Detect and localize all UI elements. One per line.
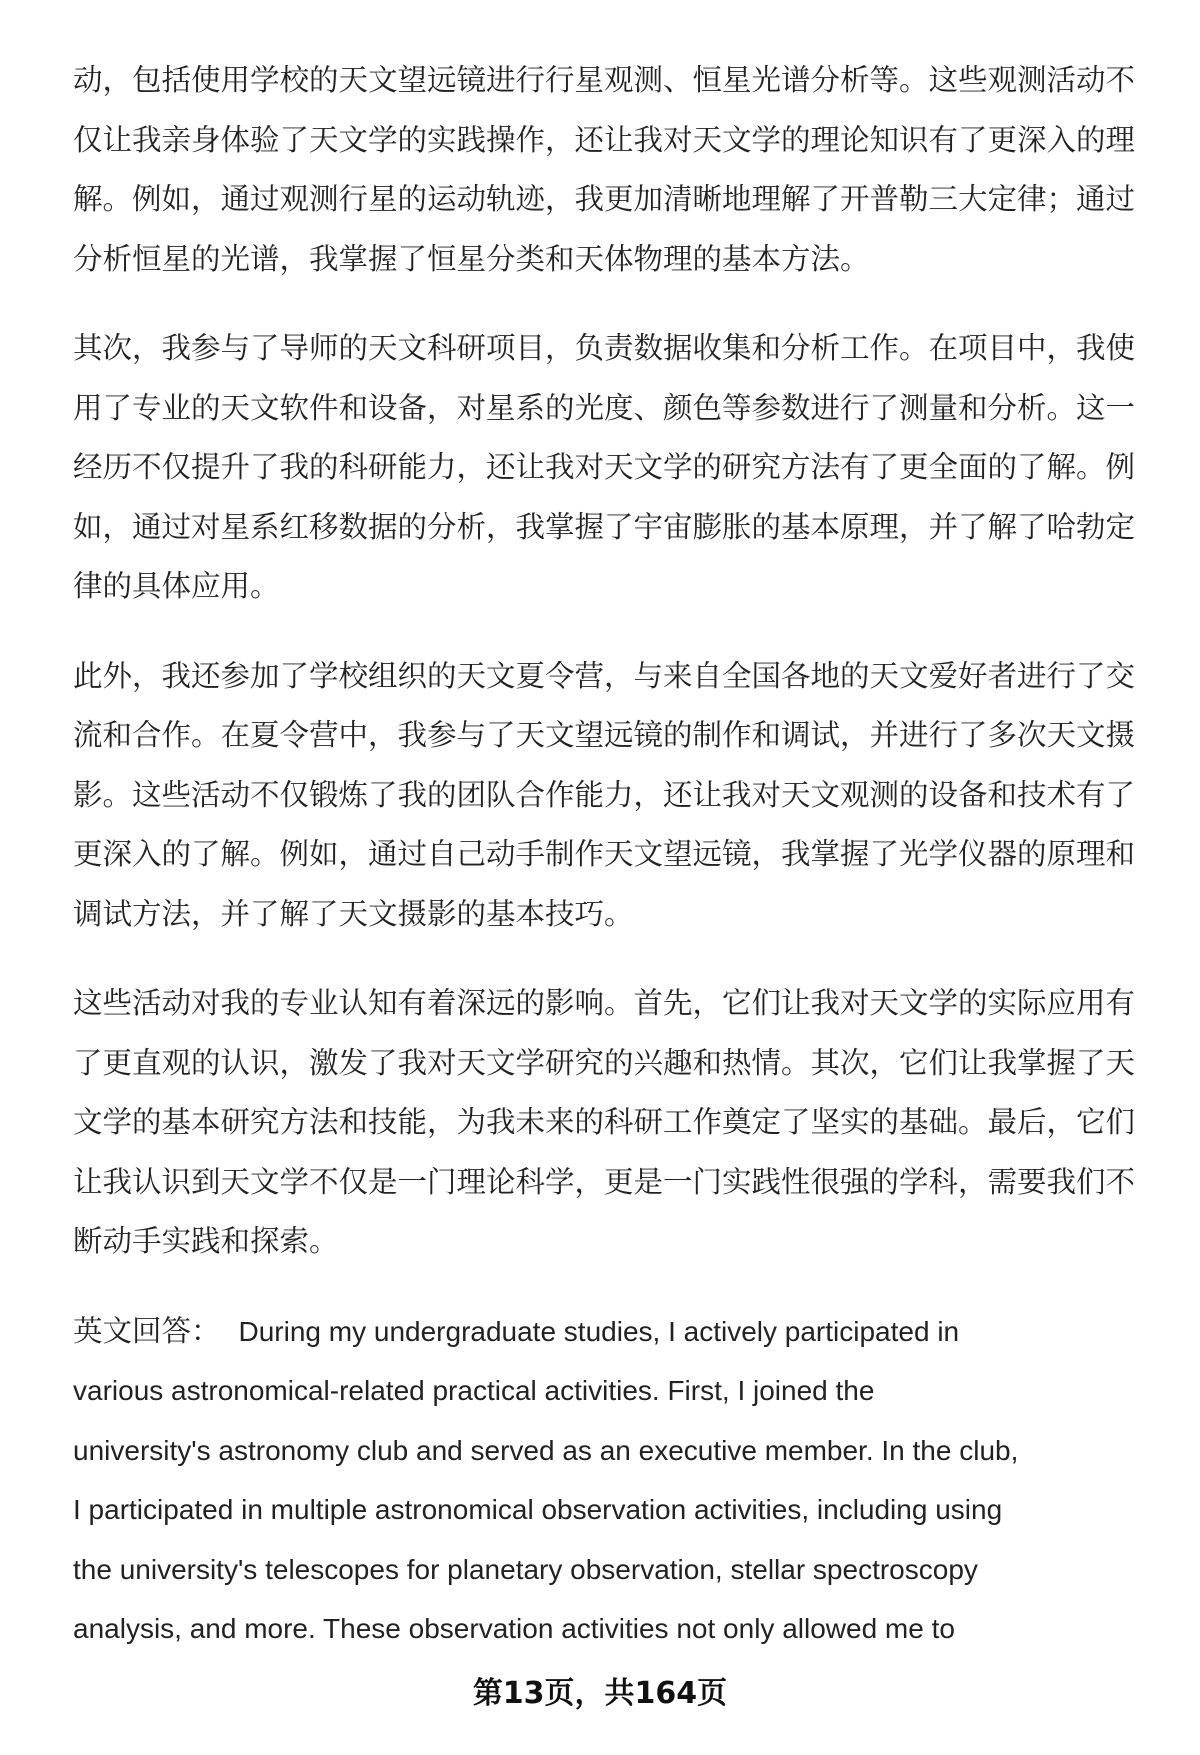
text-line: 如，通过对星系红移数据的分析，我掌握了宇宙膨胀的基本原理，并了解了哈勃定 [73,509,1136,544]
paragraph [73,647,1173,945]
paragraph [73,974,1173,1272]
text-line: 更深入的了解。例如，通过自己动手制作天文望远镜，我掌握了光学仪器的原理和 [73,837,1136,871]
paragraph [73,319,1173,617]
text-line-content: During my undergraduate studies, I actively participated in [238,1315,960,1347]
text-line: various astronomical-related practical activities. First, I joined the [73,1375,875,1406]
text-line: 分析恒星的光谱，我掌握了恒星分类和天体物理的基本方法。 [73,241,870,276]
text-line: analysis, and more. These observation activities not only allowed me to [73,1613,955,1644]
text-line: 仅让我亲身体验了天文学的实践操作，还让我对天文学的理论知识有了更深入的理 [73,122,1136,157]
text-line: 调试方法，并了解了天文摄影的基本技巧。 [73,896,634,931]
text-line: 其次，我参与了导师的天文科研项目，负责数据收集和分析工作。在项目中，我使 [73,331,1136,365]
text-line: 解。例如，通过观测行星的运动轨迹，我更加清晰地理解了开普勒三大定律；通过 [73,182,1136,216]
text-line: 此外，我还参加了学校组织的天文夏令营，与来自全国各地的天文爱好者进行了交 [73,658,1136,693]
paragraph [73,51,1173,289]
paragraph-english-answer [73,1302,1173,1659]
text-line: 断动手实践和探索。 [73,1224,339,1258]
text-line: 流和合作。在夏令营中，我参与了天文望远镜的制作和调试，并进行了多次天文摄 [73,718,1136,752]
text-line: 经历不仅提升了我的科研能力，还让我对天文学的研究方法有了更全面的了解。例 [73,450,1136,484]
text-line: 了更直观的认识，激发了我对天文学研究的兴趣和热情。其次，它们让我掌握了天 [73,1045,1136,1080]
text-line: 这些活动对我的专业认知有着深远的影响。首先，它们让我对天文学的实际应用有 [73,986,1136,1020]
text-line: the university's telescopes for planetary observation, stellar spectroscopy [73,1553,978,1585]
page-number: 第13页，共164页 [472,1676,728,1711]
text-line: 动，包括使用学校的天文望远镜进行行星观测、恒星光谱分析等。这些观测活动不 [73,63,1136,97]
text-line: 律的具体应用。 [73,569,280,603]
text-line [73,1302,1173,1362]
document-body [73,51,1173,1689]
text-line: 影。这些活动不仅锻炼了我的团队合作能力，还让我对天文观测的设备和技术有了 [73,777,1136,812]
text-line: 用了专业的天文软件和设备，对星系的光度、颜色等参数进行了测量和分析。这一 [73,390,1136,425]
text-line: university's astronomy club and served as an executive member. In the club, [73,1434,1019,1466]
text-line: 让我认识到天文学不仅是一门理论科学，更是一门实践性很强的学科，需要我们不 [73,1164,1136,1199]
text-line: 文学的基本研究方法和技能，为我未来的科研工作奠定了坚实的基础。最后，它们 [73,1105,1136,1139]
text-line: I participated in multiple astronomical observation activities, including using [73,1494,1003,1525]
answer-label: 英文回答： [73,1313,221,1348]
